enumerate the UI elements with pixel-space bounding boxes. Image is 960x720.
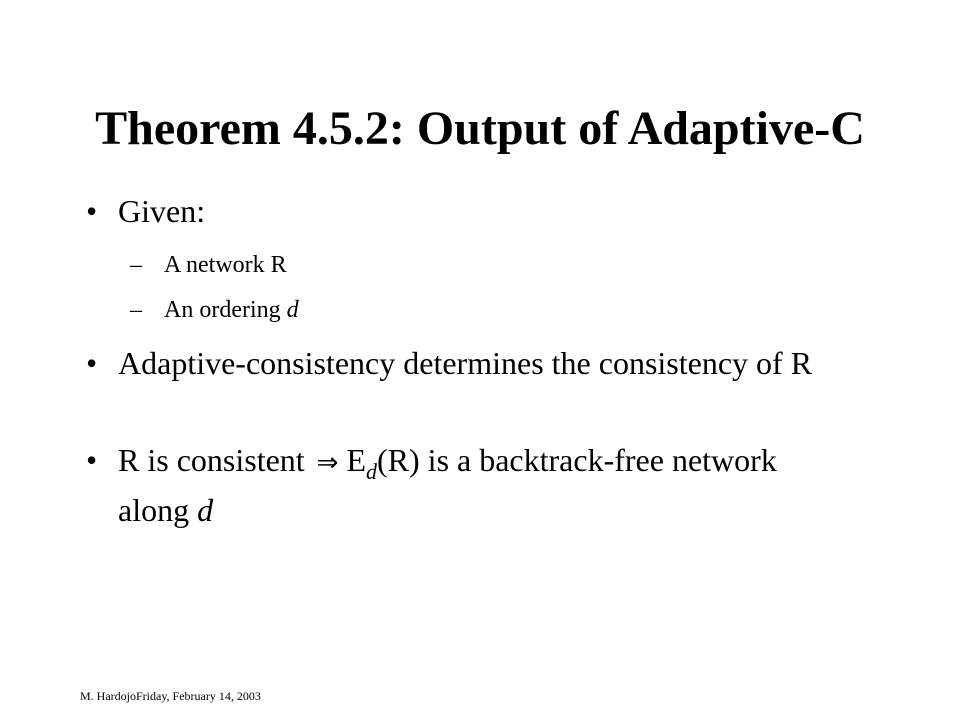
bullet-icon: • (86, 442, 98, 478)
consistent-part2: (R) is a backtrack-free network along (118, 442, 777, 528)
sub-item-label: A network R (164, 252, 287, 278)
dash-icon: – (130, 252, 142, 278)
bullet-icon: • (86, 193, 98, 229)
ordering-variable: d (286, 297, 299, 323)
sub-item-label: An ordering (164, 297, 287, 323)
dash-icon: – (130, 297, 142, 323)
implies-icon: ⇒ (316, 448, 339, 478)
consistent-part1: R is consistent (118, 442, 305, 478)
bullet-icon: • (86, 345, 98, 381)
bullet-given-text: Given: (118, 193, 206, 229)
e-subscript: d (366, 459, 378, 484)
ordering-variable: d (197, 492, 214, 528)
bullet-consistent-text (118, 441, 808, 529)
bullet-adaptive-text: Adaptive-consistency determines the consistency of R (118, 345, 813, 381)
footer: M. HardojoFriday, February 14, 2003 (80, 689, 261, 703)
slide-title: Theorem 4.5.2: Output of Adaptive-C (95, 102, 865, 155)
sub-item-text (164, 295, 299, 325)
sub-item-text (164, 250, 287, 280)
e-symbol: E (346, 442, 367, 478)
